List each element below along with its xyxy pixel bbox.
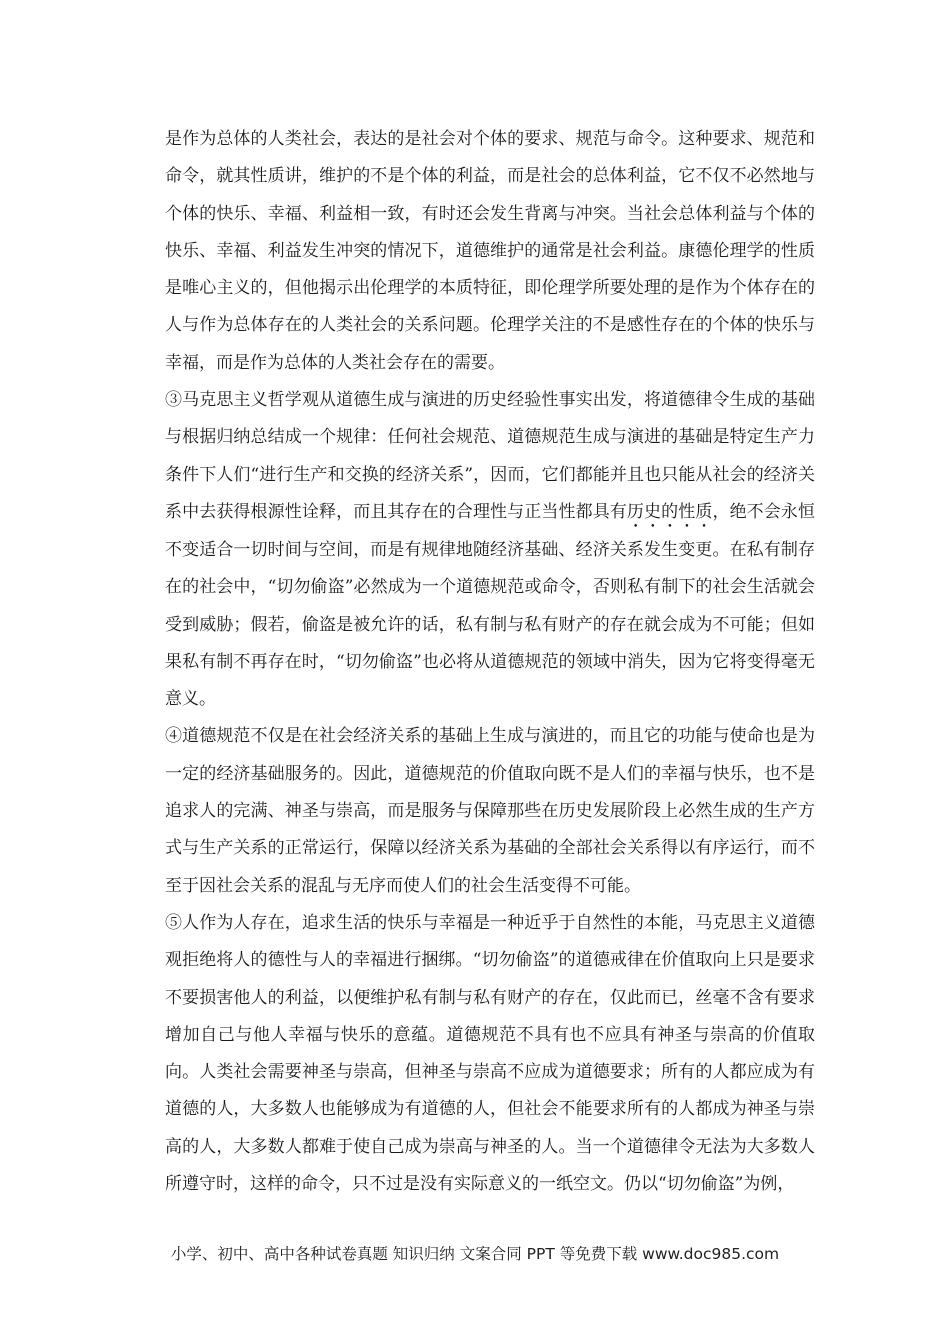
emphasized-phrase: 历史的性质 — [626, 501, 713, 522]
paragraph-continuation: 是作为总体的人类社会，表达的是社会对个体的要求、规范与命令。这种要求、规范和命令，就其性质讲，维护的不是个体的利益，而是社会的总体利益，它不仅不必然地与个体的快乐、幸福、利益相一致，有时还会发生背离与冲突。当社会总体利益与个体的快乐、幸福、利益发生冲突的情况下，道德维护的通常是社会利益。康德伦理学的性质是唯心主义的，但他揭示出伦理学的本质特征，即伦理学所要处理的是作为个体存在的人与作为总体存在的人类社会的关系问题。伦理学关注的不是感性存在的个体的快乐与幸福，而是作为总体的人类社会存在的需要。 — [165, 129, 815, 373]
paragraph-3-part-1: ③马克思主义哲学观从道德生成与演进的历史经验性事实出发，将道德律令生成的基础与根据归纳总结成一个规律：任何社会规范、道德规范生成与演进的基础是特定生产力条件下人们“进行生产和交换的经济关系”，因而，它们都能并且也只能从社会的经济关系中去获得根源性诠释，而且其存在的合理性与正当性都具有 — [165, 390, 815, 522]
paragraph-3 — [165, 382, 815, 718]
paragraph-3-part-2: ，绝不会永恒不变适合一切时间与空间，而是有规律地随经济基础、经济关系发生变更。在私有制存在的社会中，“切勿偷盗”必然成为一个道德规范或命令，否则私有制下的社会生活就会受到威胁；假若，偷盗是被允许的话，私有制与私有财产的存在就会成为不可能；但如果私有制不再存在时，“切勿偷盗”也必将从道德规范的领域中消失，因为它将变得毫无意义。 — [165, 501, 816, 710]
paragraph-5: ⑤人作为人存在，追求生活的快乐与幸福是一种近乎于自然性的本能，马克思主义道德观拒绝将人的德性与人的幸福进行捆绑。“切勿偷盗”的道德戒律在价值取向上只是要求不要损害他人的利益，以便维护私有制与私有财产的存在，仅此而已，丝毫不含有要求增加自己与他人幸福与快乐的意蕴。道德规范不具有也不应具有神圣与崇高的价值取向。人类社会需要神圣与崇高，但神圣与崇高不应成为道德要求；所有的人都应成为有道德的人，大多数人也能够成为有道德的人，但社会不能要求所有的人都成为神圣与崇高的人，大多数人都难于使自己成为崇高与神圣的人。当一个道德律令无法为大多数人所遵守时，这样的命令，只不过是没有实际意义的一纸空文。仍以“切勿偷盗”为例， — [165, 912, 815, 1195]
document-body — [165, 121, 815, 1203]
page-footer: 小学、初中、高中各种试卷真题 知识归纳 文案合同 PPT 等免费下载 www.doc985.com — [170, 1245, 780, 1263]
paragraph-4: ④道德规范不仅是在社会经济关系的基础上生成与演进的，而且它的功能与使命也是为一定的经济基础服务的。因此，道德规范的价值取向既不是人们的幸福与快乐，也不是追求人的完满、神圣与崇高，而是服务与保障那些在历史发展阶段上必然生成的生产方式与生产关系的正常运行，保障以经济关系为基础的全部社会关系得以有序运行，而不至于因社会关系的混乱与无序而使人们的社会生活变得不可能。 — [165, 726, 815, 896]
